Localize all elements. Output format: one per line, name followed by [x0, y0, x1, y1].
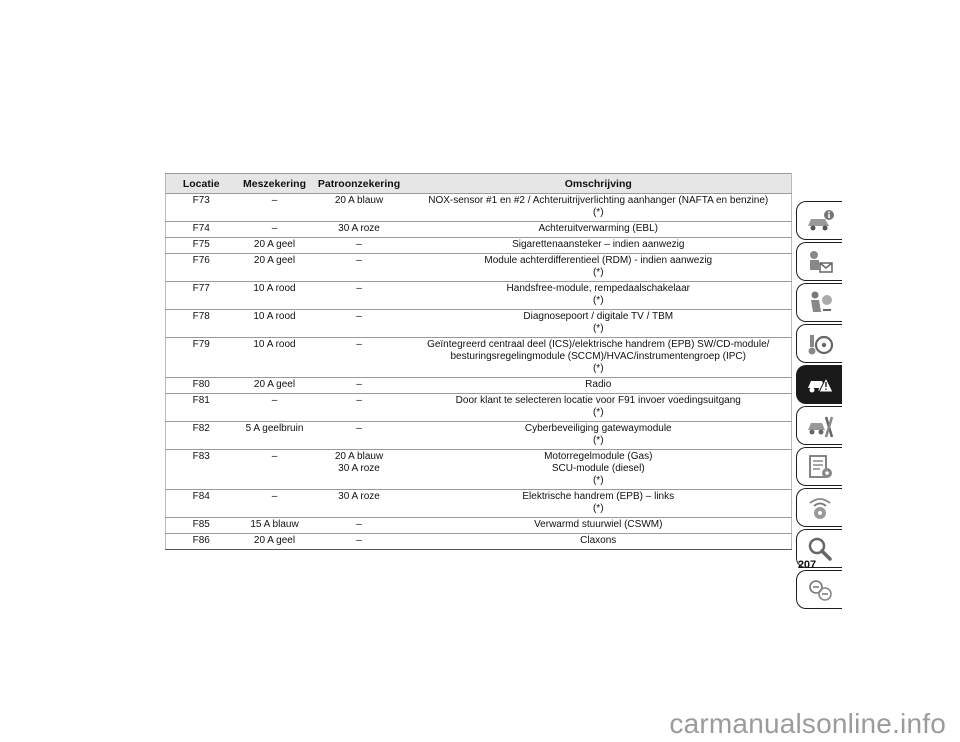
column-header-omschrijving: Omschrijving	[406, 174, 792, 194]
emergency-warning-icon	[805, 370, 835, 400]
tab-car-info[interactable]	[796, 201, 842, 240]
cell-meszekering: 20 A geel	[237, 238, 313, 254]
cell-omschrijving: Module achterdifferentieel (RDM) - indien aanwezig (*)	[406, 254, 792, 282]
table-row	[166, 310, 792, 338]
cell-locatie: F79	[166, 338, 237, 378]
column-header-meszekering: Meszekering	[237, 174, 313, 194]
cell-patroonzekering: –	[313, 310, 406, 338]
table-row	[166, 378, 792, 394]
cell-patroonzekering: –	[313, 378, 406, 394]
specifications-icon	[805, 452, 835, 482]
cell-meszekering: 20 A geel	[237, 378, 313, 394]
cell-meszekering: 20 A geel	[237, 254, 313, 282]
table-row	[166, 338, 792, 378]
cell-locatie: F82	[166, 422, 237, 450]
cell-patroonzekering: 30 A roze	[313, 490, 406, 518]
cell-patroonzekering: –	[313, 338, 406, 378]
warning-lights-icon	[805, 247, 835, 277]
cell-locatie: F73	[166, 194, 237, 222]
table-row	[166, 238, 792, 254]
cell-locatie: F74	[166, 222, 237, 238]
cell-locatie: F84	[166, 490, 237, 518]
cell-omschrijving: Door klant te selecteren locatie voor F91 invoer voedingsuitgang (*)	[406, 394, 792, 422]
cell-patroonzekering: –	[313, 518, 406, 534]
cell-patroonzekering: 20 A blauw 30 A roze	[313, 450, 406, 490]
table-row	[166, 534, 792, 550]
cell-omschrijving: Geïntegreerd centraal deel (ICS)/elektrische handrem (EPB) SW/CD-module/ besturingsregelingmodule (SCCM)/HVAC/instrumentengroep (IPC) (*)	[406, 338, 792, 378]
table-row	[166, 422, 792, 450]
cell-patroonzekering: 20 A blauw	[313, 194, 406, 222]
chapter-tabs	[796, 201, 842, 611]
cell-patroonzekering: –	[313, 422, 406, 450]
table-header-row	[166, 174, 792, 194]
table-row	[166, 450, 792, 490]
cell-patroonzekering: –	[313, 254, 406, 282]
page-number: 207	[797, 559, 817, 571]
column-header-patroonzekering: Patroonzekering	[313, 174, 406, 194]
cell-meszekering: –	[237, 222, 313, 238]
cell-locatie: F78	[166, 310, 237, 338]
table-row	[166, 490, 792, 518]
cell-omschrijving: Diagnosepoort / digitale TV / TBM (*)	[406, 310, 792, 338]
cell-patroonzekering: –	[313, 394, 406, 422]
tab-steering-wheel[interactable]	[796, 324, 842, 363]
tab-warning-lights[interactable]	[796, 242, 842, 281]
tab-car-service[interactable]	[796, 406, 842, 445]
cell-locatie: F83	[166, 450, 237, 490]
car-info-icon	[805, 206, 835, 236]
cell-meszekering: –	[237, 490, 313, 518]
tab-specifications[interactable]	[796, 447, 842, 486]
table-row	[166, 194, 792, 222]
cell-meszekering: 10 A rood	[237, 310, 313, 338]
cell-patroonzekering: –	[313, 534, 406, 550]
tab-emergency[interactable]	[796, 365, 842, 404]
watermark: carmanualsonline.info	[669, 708, 946, 739]
tab-multimedia[interactable]	[796, 488, 842, 527]
cell-locatie: F81	[166, 394, 237, 422]
language-icon	[805, 575, 835, 605]
table-row	[166, 394, 792, 422]
cell-omschrijving: Radio	[406, 378, 792, 394]
table-row	[166, 254, 792, 282]
cell-meszekering: 20 A geel	[237, 534, 313, 550]
cell-omschrijving: Claxons	[406, 534, 792, 550]
cell-meszekering: 5 A geelbruin	[237, 422, 313, 450]
cell-locatie: F80	[166, 378, 237, 394]
cell-meszekering: 15 A blauw	[237, 518, 313, 534]
car-service-icon	[805, 411, 835, 441]
tab-airbag-safety[interactable]	[796, 283, 842, 322]
cell-omschrijving: Elektrische handrem (EPB) – links (*)	[406, 490, 792, 518]
table-body	[166, 194, 792, 550]
cell-locatie: F86	[166, 534, 237, 550]
cell-patroonzekering: 30 A roze	[313, 222, 406, 238]
tab-language[interactable]	[796, 570, 842, 609]
table-row	[166, 518, 792, 534]
cell-meszekering: –	[237, 450, 313, 490]
cell-omschrijving: Sigarettenaansteker – indien aanwezig	[406, 238, 792, 254]
cell-omschrijving: Handsfree-module, rempedaalschakelaar (*)	[406, 282, 792, 310]
column-header-locatie: Locatie	[166, 174, 237, 194]
cell-meszekering: –	[237, 394, 313, 422]
cell-omschrijving: NOX-sensor #1 en #2 / Achteruitrijverlichting aanhanger (NAFTA en benzine) (*)	[406, 194, 792, 222]
multimedia-icon	[805, 493, 835, 523]
cell-omschrijving: Achteruitverwarming (EBL)	[406, 222, 792, 238]
cell-meszekering: 10 A rood	[237, 282, 313, 310]
cell-omschrijving: Cyberbeveiliging gatewaymodule (*)	[406, 422, 792, 450]
cell-patroonzekering: –	[313, 238, 406, 254]
cell-locatie: F75	[166, 238, 237, 254]
fuse-table	[165, 173, 792, 550]
cell-patroonzekering: –	[313, 282, 406, 310]
cell-omschrijving: Verwarmd stuurwiel (CSWM)	[406, 518, 792, 534]
steering-wheel-icon	[805, 329, 835, 359]
cell-locatie: F76	[166, 254, 237, 282]
airbag-safety-icon	[805, 288, 835, 318]
table-row	[166, 282, 792, 310]
cell-locatie: F77	[166, 282, 237, 310]
cell-locatie: F85	[166, 518, 237, 534]
cell-omschrijving: Motorregelmodule (Gas) SCU-module (diesel) (*)	[406, 450, 792, 490]
cell-meszekering: –	[237, 194, 313, 222]
cell-meszekering: 10 A rood	[237, 338, 313, 378]
table-row	[166, 222, 792, 238]
